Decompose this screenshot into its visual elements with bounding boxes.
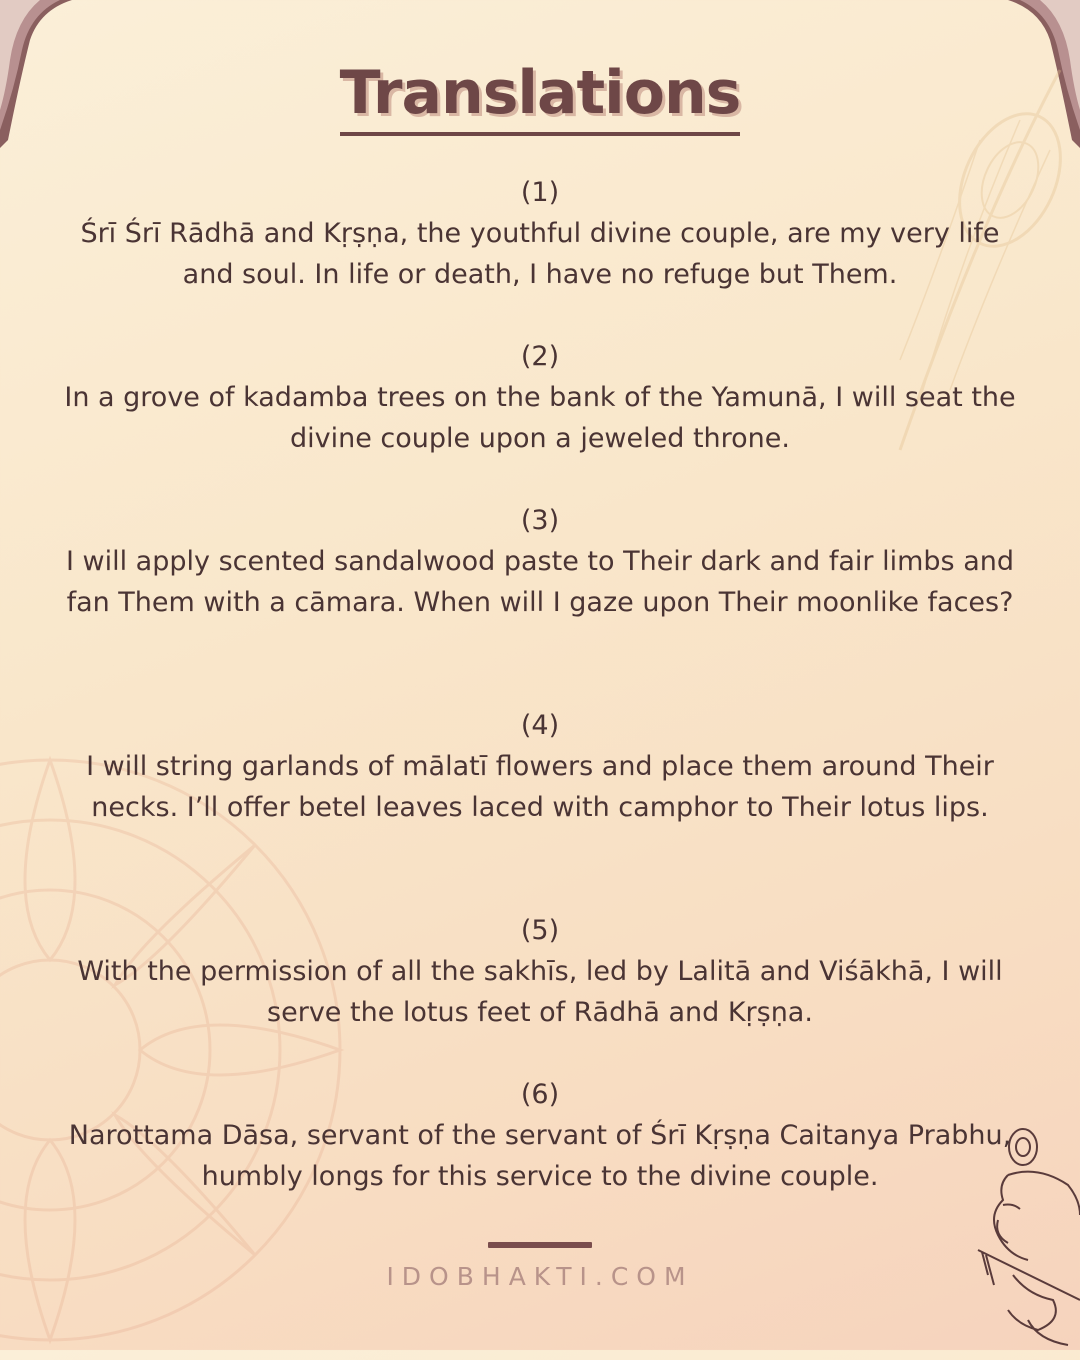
verse-number: (6) [520,1079,560,1110]
page-title [0,54,1080,136]
verse-2 [60,336,1020,459]
verse-number: (2) [520,341,560,372]
verse-number: (4) [520,710,560,741]
verse-text: I will apply scented sandalwood paste to Their dark and fair limbs and fan Them with a cāmara. When will I gaze upon Their moonlike faces? [65,546,1015,618]
verse-number: (5) [520,915,560,946]
verse-text: Narottama Dāsa, servant of the servant of Śrī Kṛṣṇa Caitanya Prabhu, humbly longs for this service to the divine couple. [68,1120,1012,1192]
footer-divider [488,1242,592,1248]
verse-number: (3) [520,505,560,536]
verse-number: (1) [520,177,560,208]
page-title-text: Translations [340,54,741,136]
verse-text: In a grove of kadamba trees on the bank of the Yamunā, I will seat the divine couple upon a jeweled throne. [64,382,1016,454]
verse-4 [60,705,1020,828]
verse-1 [60,172,1020,295]
verse-text: With the permission of all the sakhīs, led by Lalitā and Viśākhā, I will serve the lotus feet of Rādhā and Kṛṣṇa. [77,956,1003,1028]
footer-site-link[interactable]: IDOBHAKTI.COM [386,1262,694,1291]
verse-6 [60,1074,1020,1197]
verse-text: Śrī Śrī Rādhā and Kṛṣṇa, the youthful divine couple, are my very life and soul. In life or death, I have no refuge but Them. [80,218,1000,290]
verse-5 [60,910,1020,1033]
verse-text: I will string garlands of mālatī flowers and place them around Their necks. I’ll offer betel leaves laced with camphor to Their lotus lips. [86,751,994,823]
verse-3 [60,500,1020,623]
